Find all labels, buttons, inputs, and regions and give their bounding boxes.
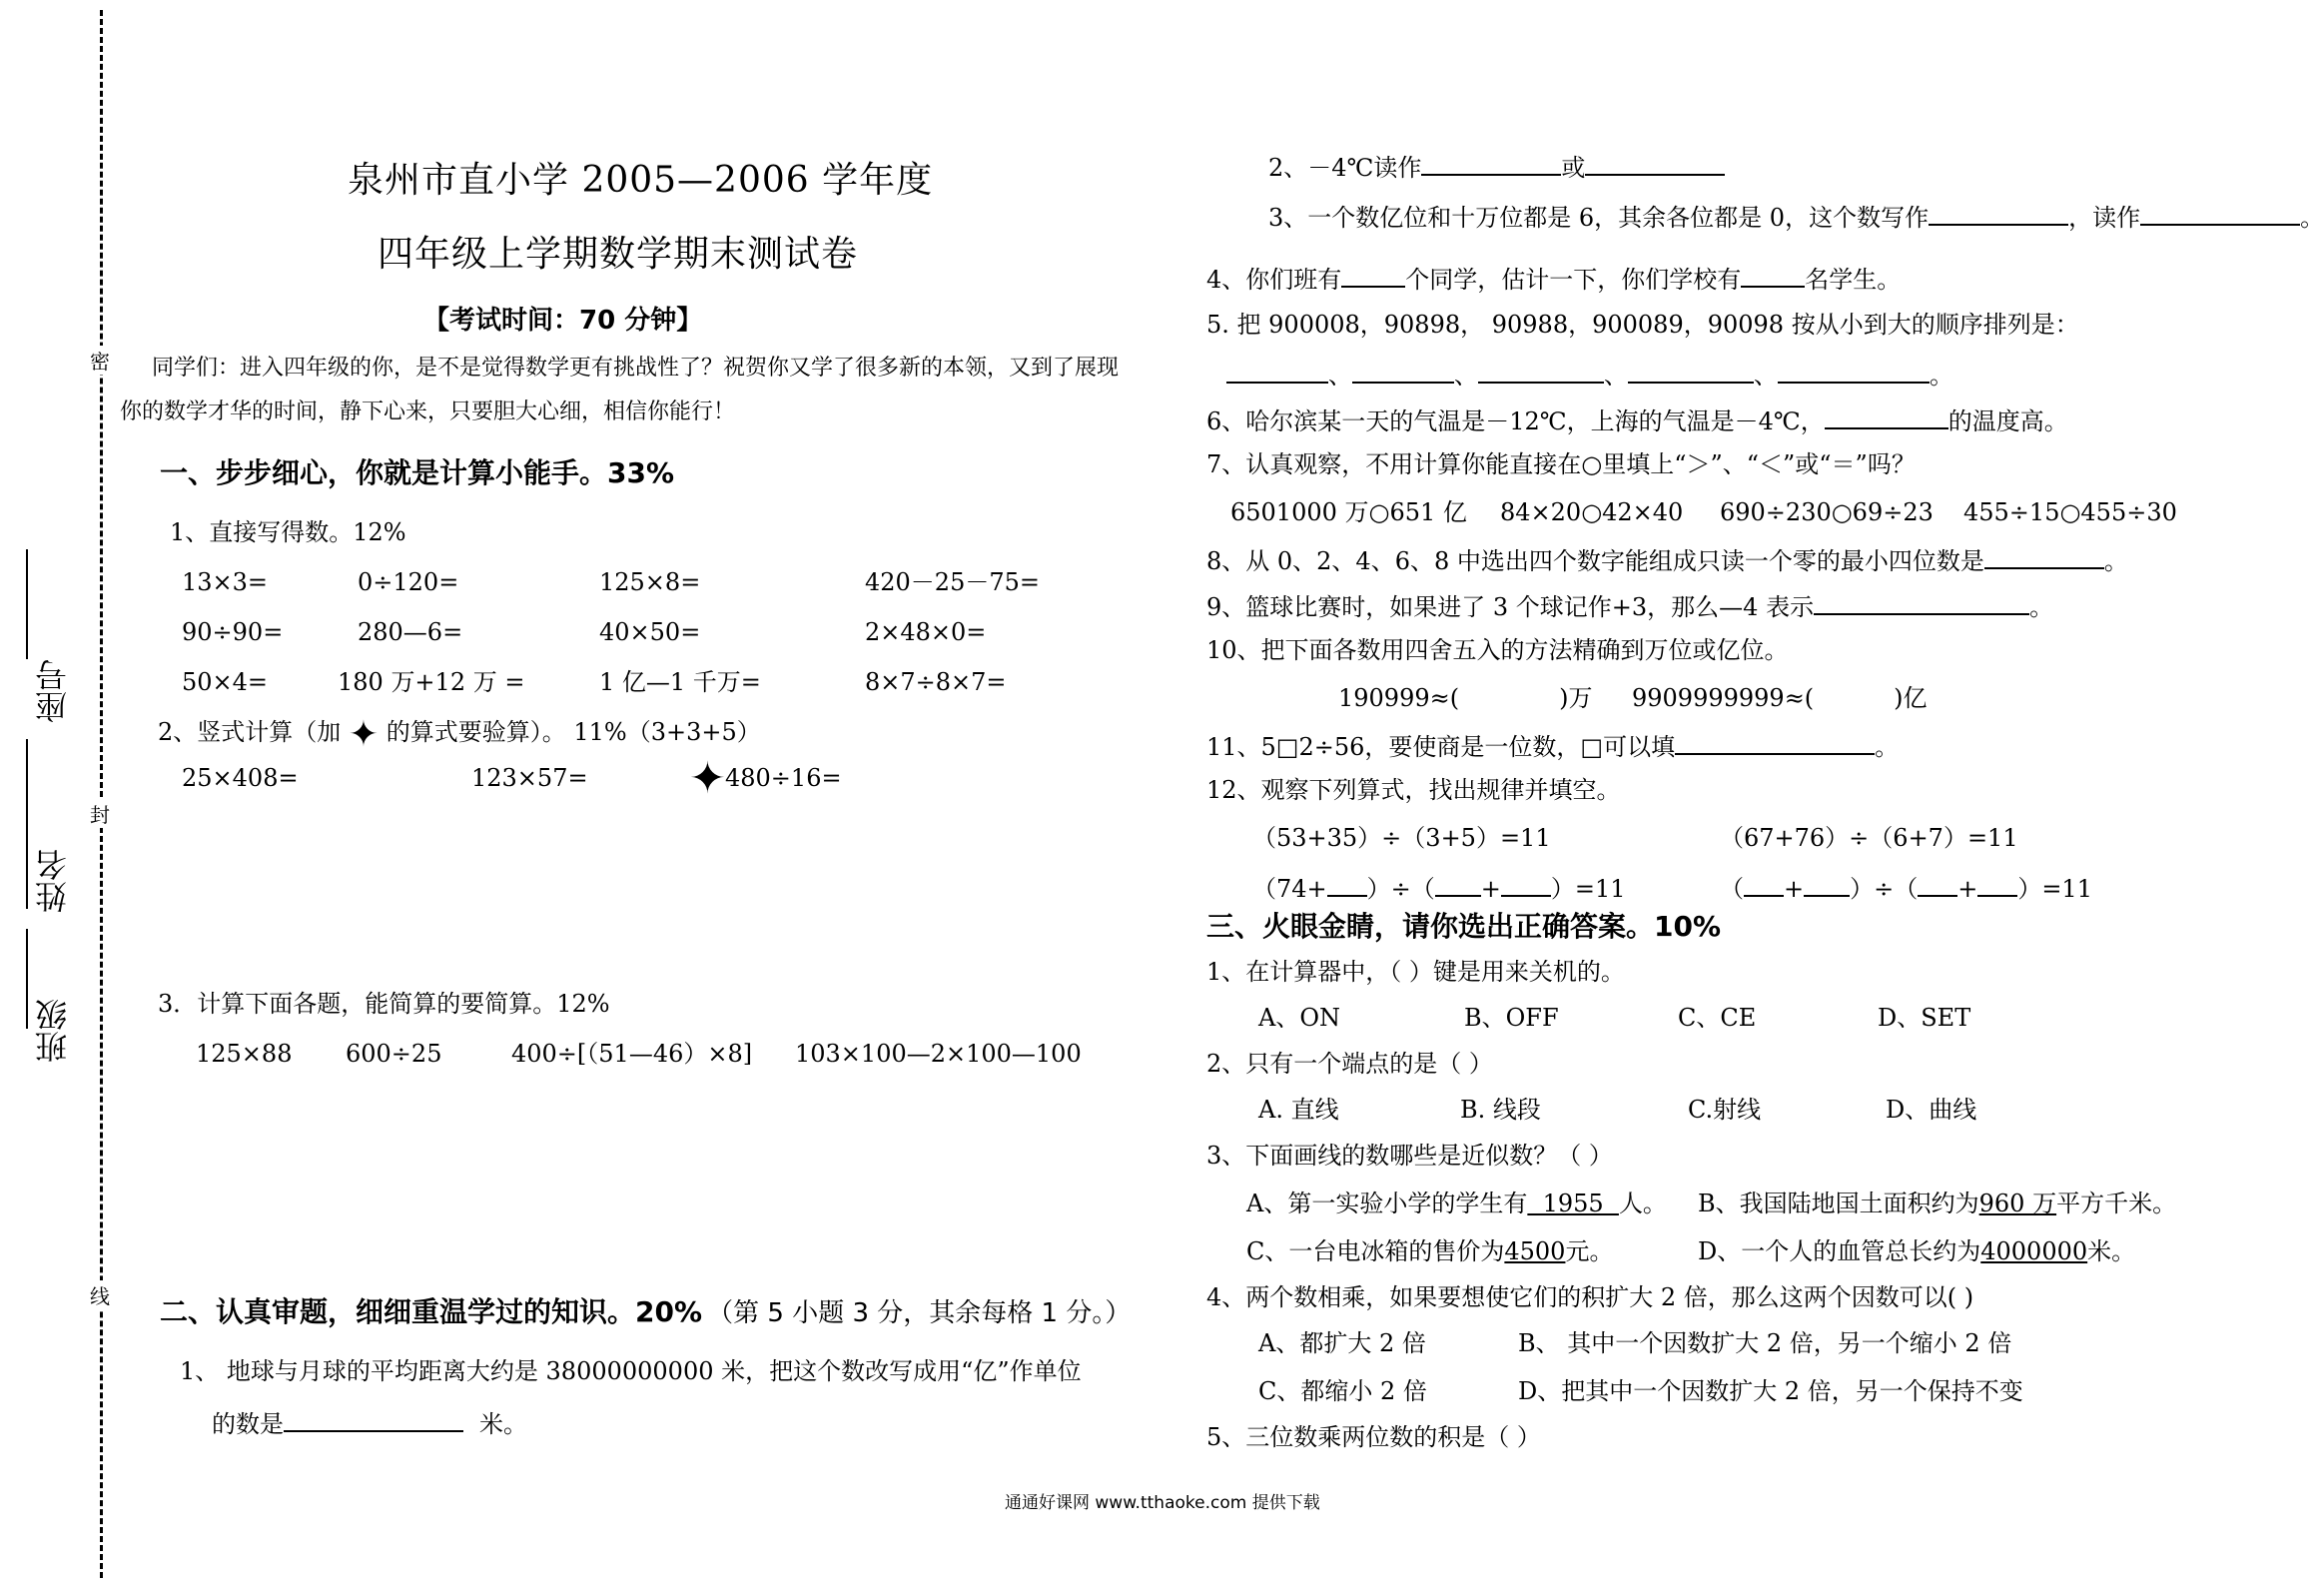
s3-q3-b-text: B、我国陆地国土面积约为 xyxy=(1698,1190,1979,1217)
s3-q3-a-number: 1955 xyxy=(1527,1190,1619,1217)
seat-field[interactable] xyxy=(26,549,68,659)
s1-q2-title-b: 的算式要验算）。 11%（3+3+5） xyxy=(386,718,761,746)
s2-q12-r2a-blank-2[interactable] xyxy=(1435,871,1481,897)
s2-q12-r2b-blank-3[interactable] xyxy=(1918,871,1957,897)
s1-q1-r3c4: 8×7÷8×7= xyxy=(865,668,1007,696)
s2-q5-end: 。 xyxy=(1930,362,1953,390)
s1-q2-item-2: 123×57= xyxy=(471,764,588,792)
s1-q1-r2c4: 2×48×0= xyxy=(865,618,987,646)
s2-q5-blank-1[interactable] xyxy=(1226,358,1328,384)
s2-q12: 12、观察下列算式，找出规律并填空。 xyxy=(1206,776,1621,804)
s1-q3-item-1: 125×88 xyxy=(196,1040,293,1068)
s2-q11 xyxy=(1206,729,1899,762)
s2-q4-prefix: 4、你们班有 xyxy=(1206,266,1342,294)
s2-q6-blank[interactable] xyxy=(1825,403,1948,429)
s2-q12-r2b-1: （ xyxy=(1720,875,1744,903)
s3-q3-opt-d[interactable] xyxy=(1698,1236,2135,1266)
s1-q2-item-3: 480÷16= xyxy=(725,764,842,792)
intro-line-2: 你的数学才华的时间，静下心来，只要胆大心细，相信你能行！ xyxy=(120,399,736,424)
s2-q5-blank-4[interactable] xyxy=(1628,358,1754,384)
name-label: 姓名 xyxy=(34,849,72,913)
s2-q9-end: 。 xyxy=(2029,593,2054,621)
s2-q7-item-2: 84×20○42×40 xyxy=(1500,498,1684,526)
s2-q3-mid: ，读作 xyxy=(2068,204,2141,232)
s2-q12-r2b xyxy=(1720,871,2092,904)
s2-q5-blank-2[interactable] xyxy=(1352,358,1454,384)
s2-q12-r2b-3: ）÷（ xyxy=(1850,875,1919,903)
student-info xyxy=(26,559,72,1063)
s2-q4-blank-1[interactable] xyxy=(1341,262,1405,288)
s2-q12-r2b-blank-4[interactable] xyxy=(1977,871,2017,897)
s3-q3-b-number: 960 万 xyxy=(1978,1190,2057,1217)
s1-q1-r1c3: 125×8= xyxy=(599,568,701,596)
s2-q1-suffix: 米。 xyxy=(479,1410,527,1438)
s3-q3-c-unit: 元。 xyxy=(1565,1237,1614,1265)
s2-q8 xyxy=(1206,543,2128,576)
seal-char-mi: 密 xyxy=(90,346,110,375)
s2-q10-b-suffix: )亿 xyxy=(1894,684,1928,712)
s2-q12-r2a-1: （74+ xyxy=(1252,875,1327,903)
s1-q1-r3c2: 180 万+12 万 = xyxy=(338,668,525,696)
intro-line-1: 同学们：进入四年级的你，是不是觉得数学更有挑战性了？祝贺你又学了很多新的本领，又到了展现 xyxy=(152,356,1120,381)
s3-q3-opt-a[interactable] xyxy=(1246,1189,1667,1218)
s3-q3-d-number: 4000000 xyxy=(1980,1237,2088,1265)
s2-q11-prefix: 11、5□2÷56，要使商是一位数，□可以填 xyxy=(1206,733,1676,761)
page-title: 泉州市直小学 2005—2006 学年度 xyxy=(348,160,934,201)
s2-q9-prefix: 9、篮球比赛时，如果进了 3 个球记作+3，那么—4 表示 xyxy=(1206,593,1815,621)
s2-q1-line-a: 1、 地球与月球的平均距离大约是 38000000000 米，把这个数改写成用“亿”作单位 xyxy=(180,1357,1082,1385)
s2-q10: 10、把下面各数用四舍五入的方法精确到万位或亿位。 xyxy=(1206,636,1789,664)
s3-q1-opt-b[interactable]: B、OFF xyxy=(1464,1004,1559,1032)
s3-q4-opt-c[interactable]: C、都缩小 2 倍 xyxy=(1258,1377,1427,1405)
s2-q3-blank-2[interactable] xyxy=(2140,200,2300,226)
s3-q3-c-number: 4500 xyxy=(1504,1237,1566,1265)
s2-q10-a xyxy=(1338,683,1592,713)
s1-q3-title: 3．计算下面各题，能简算的要简算。12% xyxy=(158,990,610,1018)
class-label: 班级 xyxy=(34,999,72,1063)
s3-q2-opt-a[interactable]: A. 直线 xyxy=(1258,1096,1339,1124)
seal-dashed-line xyxy=(100,10,103,1578)
s2-q1-line-b xyxy=(212,1406,527,1439)
s1-q2-item-1: 25×408= xyxy=(182,764,299,792)
s2-q7-item-1: 6501000 万○651 亿 xyxy=(1230,498,1467,526)
s2-q5-blank-3[interactable] xyxy=(1478,358,1604,384)
s2-q5-sep-1: 、 xyxy=(1328,362,1352,390)
s2-q12-r2a-2: ）÷（ xyxy=(1366,875,1435,903)
s3-q2-opt-d[interactable]: D、曲线 xyxy=(1886,1096,1977,1124)
s3-q1-opt-c[interactable]: C、CE xyxy=(1678,1004,1757,1032)
s2-q12-r1b: （67+76）÷（6+7）=11 xyxy=(1720,824,2018,852)
s2-q12-r2b-blank-2[interactable] xyxy=(1804,871,1850,897)
s2-q3-blank-1[interactable] xyxy=(1929,200,2068,226)
s2-q6-prefix: 6、哈尔滨某一天的气温是－12℃，上海的气温是－4℃， xyxy=(1206,407,1825,435)
s2-q10-b-prefix: 9909999999≈( xyxy=(1632,684,1815,712)
s2-q4 xyxy=(1206,262,1901,295)
s2-q7: 7、认真观察，不用计算你能直接在○里填上“＞”、“＜”或“＝”吗？ xyxy=(1206,450,1916,478)
s2-q12-r2a-blank-1[interactable] xyxy=(1327,871,1367,897)
s1-q3-item-2: 600÷25 xyxy=(346,1040,442,1068)
s2-q10-b xyxy=(1632,683,1928,713)
s2-q9-blank[interactable] xyxy=(1814,589,2029,615)
s2-q11-blank[interactable] xyxy=(1675,729,1875,755)
s3-q3-d-unit: 米。 xyxy=(2087,1237,2136,1265)
s2-q12-r2a-3: + xyxy=(1480,875,1501,903)
s2-q12-r2b-4: + xyxy=(1957,875,1978,903)
s1-q3-item-3: 400÷[（51—46）×8] xyxy=(511,1040,753,1068)
section-1-heading: 一、步步细心，你就是计算小能手。33% xyxy=(160,456,675,489)
s3-q3-opt-b[interactable] xyxy=(1698,1189,2176,1218)
section-2-heading: 二、认真审题，细细重温学过的知识。20% xyxy=(160,1295,703,1328)
s2-q6 xyxy=(1206,403,2068,436)
footer-credit: 通通好课网 www.tthaoke.com 提供下载 xyxy=(1005,1493,1320,1513)
section-2-heading-row xyxy=(160,1290,1131,1330)
s2-q7-item-4: 455÷15○455÷30 xyxy=(1963,498,2177,526)
seat-label: 座号 xyxy=(34,659,72,723)
four-point-star-icon: ✦ xyxy=(348,714,380,755)
s2-q3-prefix: 3、一个数亿位和十万位都是 6，其余各位都是 0，这个数写作 xyxy=(1268,204,1930,232)
s2-q5-sep-2: 、 xyxy=(1454,362,1478,390)
s1-q1-r3c1: 50×4= xyxy=(182,668,269,696)
s1-q1-r1c2: 0÷120= xyxy=(358,568,459,596)
seal-char-xian: 线 xyxy=(90,1280,110,1309)
s3-q3-d-text: D、一个人的血管总长约为 xyxy=(1698,1237,1981,1265)
s2-q1-prefix: 的数是 xyxy=(212,1410,284,1438)
s2-q8-blank[interactable] xyxy=(1984,543,2104,569)
s3-q1-opt-d[interactable]: D、SET xyxy=(1878,1004,1971,1032)
s2-q3-end: 。 xyxy=(2300,204,2324,232)
section-2-note: （第 5 小题 3 分，其余每格 1 分。） xyxy=(707,1298,1132,1328)
s2-q5-sep-3: 、 xyxy=(1604,362,1628,390)
s2-q2-blank-1[interactable] xyxy=(1421,150,1561,176)
s1-q2-title-a: 2、竖式计算（加 xyxy=(158,718,342,746)
exam-time: 【考试时间：70 分钟】 xyxy=(423,306,703,336)
s2-q3 xyxy=(1268,200,2324,233)
s1-q1-r3c3: 1 亿—1 千万= xyxy=(599,668,761,696)
s3-q2-opt-c[interactable]: C.射线 xyxy=(1688,1096,1762,1124)
s3-q3-b-unit: 平方千米。 xyxy=(2056,1190,2177,1217)
s3-q4-opt-a[interactable]: A、都扩大 2 倍 xyxy=(1258,1329,1426,1357)
s2-q12-r1a: （53+35）÷（3+5）=11 xyxy=(1252,824,1551,852)
s2-q8-prefix: 8、从 0、2、4、6、8 中选出四个数字能组成只读一个零的最小四位数是 xyxy=(1206,547,1984,575)
s2-q1-blank[interactable] xyxy=(284,1406,463,1432)
s2-q2 xyxy=(1268,150,1725,183)
s2-q12-r2b-5: ）=11 xyxy=(2017,875,2092,903)
s2-q4-blank-2[interactable] xyxy=(1741,262,1805,288)
s1-q3-item-4: 103×100—2×100—100 xyxy=(795,1040,1082,1068)
s1-q1-r2c3: 40×50= xyxy=(599,618,701,646)
s3-q1-opt-a[interactable]: A、ON xyxy=(1258,1004,1341,1032)
seal-char-feng: 封 xyxy=(90,799,110,828)
s2-q8-end: 。 xyxy=(2103,547,2128,575)
s3-q2-opt-b[interactable]: B. 线段 xyxy=(1460,1096,1541,1124)
s3-q4: 4、两个数相乘，如果要想使它们的积扩大 2 倍，那么这两个因数可以( ) xyxy=(1206,1283,1974,1311)
s2-q4-mid: 个同学，估计一下，你们学校有 xyxy=(1405,266,1742,294)
s3-q4-opt-d[interactable]: D、把其中一个因数扩大 2 倍，另一个保持不变 xyxy=(1518,1377,2023,1405)
s2-q12-r2a xyxy=(1252,871,1626,904)
s1-q1-r2c2: 280—6= xyxy=(358,618,463,646)
s1-q2-title xyxy=(158,714,761,755)
s3-q1: 1、在计算器中，（ ）键是用来关机的。 xyxy=(1206,958,1625,986)
s3-q3-opt-c[interactable] xyxy=(1246,1236,1613,1266)
s1-q1-r1c4: 420－25－75= xyxy=(865,568,1040,596)
s2-q10-a-prefix: 190999≈( xyxy=(1338,684,1460,712)
s2-q4-end: 名学生。 xyxy=(1805,266,1902,294)
s3-q4-opt-b[interactable]: B、 其中一个因数扩大 2 倍，另一个缩小 2 倍 xyxy=(1518,1329,2012,1357)
s2-q12-r2b-2: + xyxy=(1784,875,1805,903)
s3-q3-a-unit: 人。 xyxy=(1618,1190,1667,1217)
s3-q3-a-text: A、第一实验小学的学生有 xyxy=(1246,1190,1528,1217)
page-subtitle: 四年级上学期数学期末测试卷 xyxy=(378,234,859,275)
s3-q3: 3、下面画线的数哪些是近似数？（ ） xyxy=(1206,1142,1613,1170)
s2-q2-or: 或 xyxy=(1561,154,1586,182)
s2-q6-suffix: 的温度高。 xyxy=(1947,407,2068,435)
s1-q1-r1c1: 13×3= xyxy=(182,568,269,596)
s2-q12-r2b-blank-1[interactable] xyxy=(1744,871,1784,897)
s2-q5: 5. 把 900008，90898， 90988，900089，90098 按从小到大的顺序排列是： xyxy=(1206,311,2079,339)
s2-q5-sep-4: 、 xyxy=(1754,362,1778,390)
s2-q11-end: 。 xyxy=(1875,733,1900,761)
four-point-star-icon: ✦ xyxy=(689,753,726,804)
s2-q10-a-suffix: )万 xyxy=(1559,684,1593,712)
s2-q2-blank-2[interactable] xyxy=(1585,150,1725,176)
section-3-heading: 三、火眼金睛，请你选出正确答案。10% xyxy=(1206,910,1722,943)
s3-q2: 2、只有一个端点的是（ ） xyxy=(1206,1050,1493,1078)
s3-q5: 5、三位数乘两位数的积是（ ） xyxy=(1206,1423,1541,1451)
s3-q3-c-text: C、一台电冰箱的售价为 xyxy=(1246,1237,1505,1265)
s2-q9 xyxy=(1206,589,2053,622)
s2-q12-r2a-blank-3[interactable] xyxy=(1501,871,1551,897)
s2-q5-blank-5[interactable] xyxy=(1778,358,1930,384)
s2-q7-item-3: 690÷230○69÷23 xyxy=(1720,498,1934,526)
s2-q2-prefix: 2、－4℃读作 xyxy=(1268,154,1422,182)
s2-q12-r2a-4: ）=11 xyxy=(1550,875,1626,903)
s1-q1-title: 1、直接写得数。12% xyxy=(170,518,406,546)
s2-q5-blanks xyxy=(1226,358,1953,391)
s1-q1-r2c1: 90÷90= xyxy=(182,618,284,646)
